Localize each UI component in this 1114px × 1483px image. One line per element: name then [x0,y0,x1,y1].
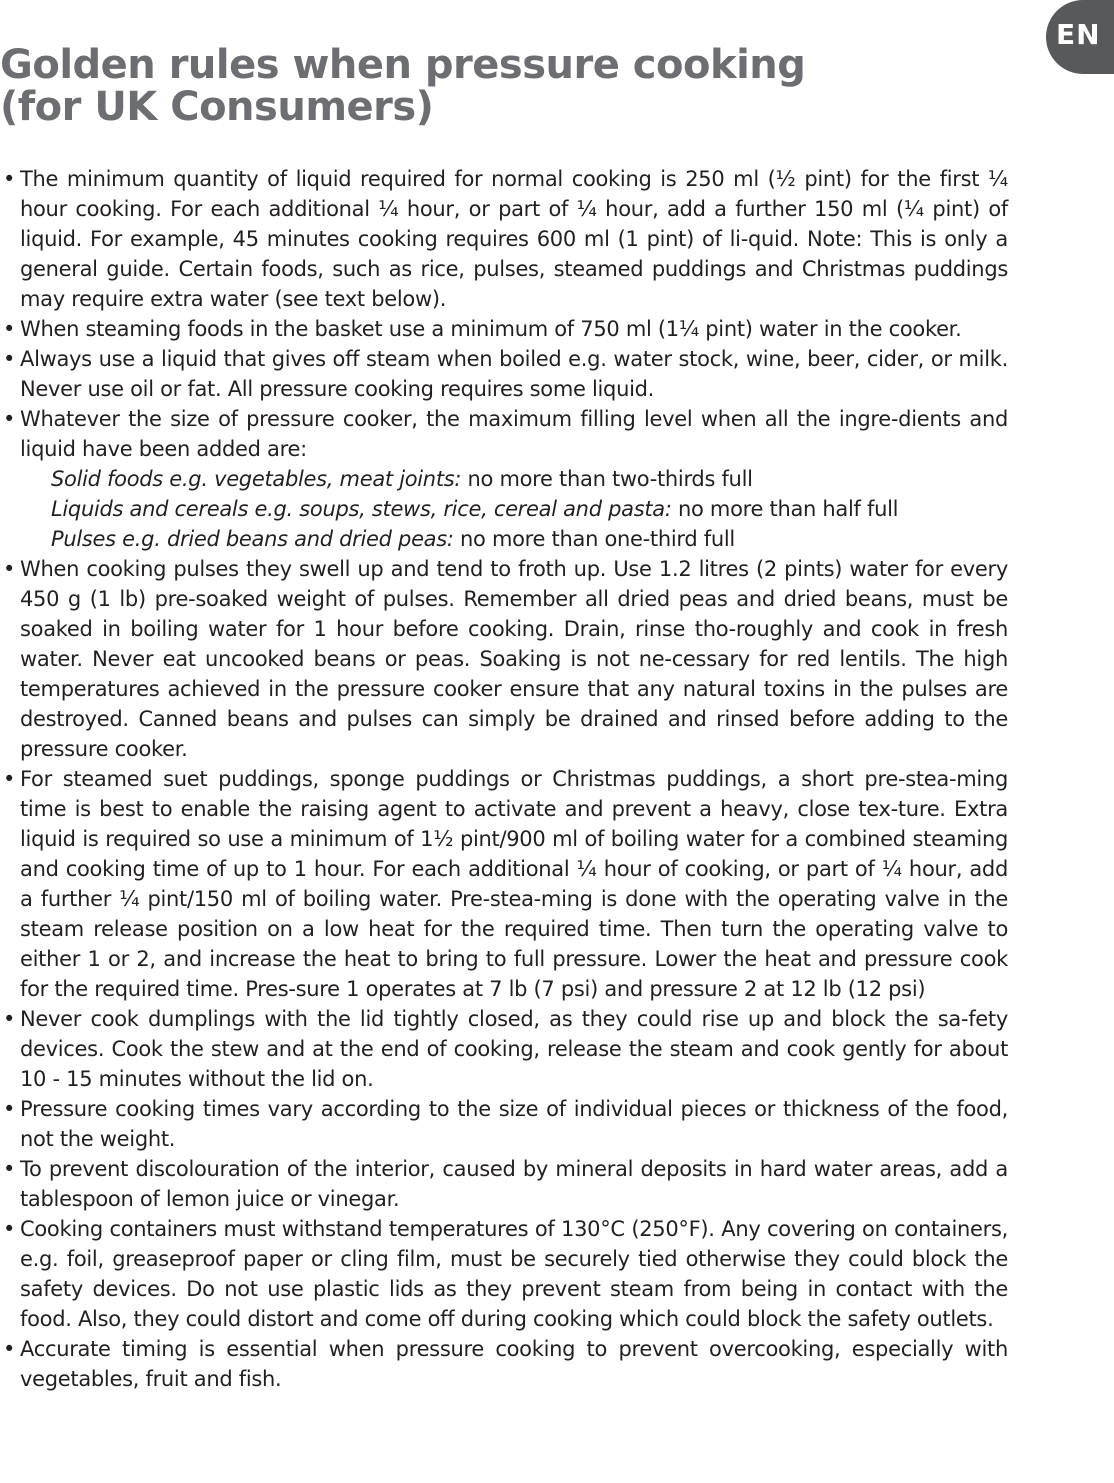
language-code: EN [1056,18,1101,51]
page-title-line-2: (for UK Consumers) [0,84,434,130]
page-title-line-1: Golden rules when pressure cooking [0,42,806,88]
filling-level-kind: Solid foods e.g. vegetables, meat joints: [51,467,462,491]
rule-accurate-timing [0,1334,1008,1394]
rule-discolouration [0,1154,1008,1214]
rule-text: Always use a liquid that gives off steam when boiled e.g. water stock, wine, beer, cider, or milk. Never use oil or fat. All pressure cooking requires some liquid. [20,347,1008,401]
rule-minimum-liquid [0,164,1008,314]
rule-text: To prevent discolouration of the interior, caused by mineral deposits in hard water areas, add a tablespoon of lemon juice or vinegar. [20,1157,1008,1211]
rule-cooking-pulses [0,554,1008,764]
golden-rules-list [0,164,1008,1394]
filling-level-limit: no more than half full [671,497,899,521]
rule-text: When steaming foods in the basket use a minimum of 750 ml (1¼ pint) water in the cooker. [20,317,962,341]
filling-level-kind: Liquids and cereals e.g. soups, stews, rice, cereal and pasta: [51,497,672,521]
bullet-icon: • [3,1097,16,1121]
rule-text: Never cook dumplings with the lid tightly closed, as they could rise up and block the sa-fety devices. Cook the stew and at the end of cooking, release the steam and cook gently for about 10 - 15 minutes without the lid on. [20,1007,1008,1091]
rule-text: Whatever the size of pressure cooker, the maximum filling level when all the ingre-dients and liquid have been added are: [20,407,1008,461]
filling-level-pulses [20,524,1008,554]
filling-level-limit: no more than two-thirds full [461,467,753,491]
bullet-icon: • [3,347,16,371]
filling-level-limit: no more than one-third full [453,527,735,551]
bullet-icon: • [3,1157,16,1181]
rule-text: The minimum quantity of liquid required for normal cooking is 250 ml (½ pint) for the first ¼ hour cooking. For each additional ¼ hour, or part of ¼ hour, add a further 150 ml (¼ pint) of liquid. For example, 45 minutes cooking requires 600 ml (1 pint) of li-quid. Note: This is only a general guide. Certain foods, such as rice, pulses, steamed puddings and Christmas puddings may require extra water (see text below). [20,167,1008,311]
bullet-icon: • [3,767,16,791]
page-title [0,44,805,128]
rule-cooking-times [0,1094,1008,1154]
bullet-icon: • [3,317,16,341]
rule-steamed-puddings [0,764,1008,1004]
rule-text: Pressure cooking times vary according to the size of individual pieces or thickness of the food, not the weight. [20,1097,1008,1151]
rule-text: When cooking pulses they swell up and tend to froth up. Use 1.2 litres (2 pints) water for every 450 g (1 lb) pre-soaked weight of pulses. Remember all dried peas and dried beans, must be soaked in boiling water for 1 hour before cooking. Drain, rinse tho-roughly and cook in fresh water. Never eat uncooked beans or peas. Soaking is not ne-cessary for red lentils. The high temperatures achieved in the pressure cooker ensure that any natural toxins in the pulses are destroyed. Canned beans and pulses can simply be drained and rinsed before adding to the pressure cooker. [20,557,1008,761]
filling-level-liquids-cereals [20,494,1008,524]
rule-dumplings [0,1004,1008,1094]
bullet-icon: • [3,1337,16,1361]
rule-liquid-type [0,344,1008,404]
rule-cooking-containers [0,1214,1008,1334]
rule-steaming-basket [0,314,1008,344]
bullet-icon: • [3,1217,16,1241]
rule-filling-level [0,404,1008,554]
bullet-icon: • [3,557,16,581]
language-tab [1046,0,1114,74]
filling-level-kind: Pulses e.g. dried beans and dried peas: [51,527,454,551]
filling-level-solid-foods [20,464,1008,494]
bullet-icon: • [3,407,16,431]
rule-text: Cooking containers must withstand temperatures of 130°C (250°F). Any covering on containers, e.g. foil, greaseproof paper or cling film, must be securely tied otherwise they could block the safety devices. Do not use plastic lids as they prevent steam from being in contact with the food. Also, they could distort and come off during cooking which could block the safety outlets. [20,1217,1008,1331]
rule-text: Accurate timing is essential when pressure cooking to prevent overcooking, especially with vegetables, fruit and fish. [20,1337,1008,1391]
rule-text: For steamed suet puddings, sponge puddings or Christmas puddings, a short pre-stea-ming time is best to enable the raising agent to activate and prevent a heavy, close tex-ture. Extra liquid is required so use a minimum of 1½ pint/900 ml of boiling water for a combined steaming and cooking time of up to 1 hour. For each additional ¼ hour of cooking, or part of ¼ hour, add a further ¼ pint/150 ml of boiling water. Pre-stea-ming is done with the operating valve in the steam release position on a low heat for the required time. Then turn the operating valve to either 1 or 2, and increase the heat to bring to full pressure. Lower the heat and pressure cook for the required time. Pres-sure 1 operates at 7 lb (7 psi) and pressure 2 at 12 lb (12 psi) [20,767,1008,1001]
bullet-icon: • [3,1007,16,1031]
bullet-icon: • [3,167,16,191]
